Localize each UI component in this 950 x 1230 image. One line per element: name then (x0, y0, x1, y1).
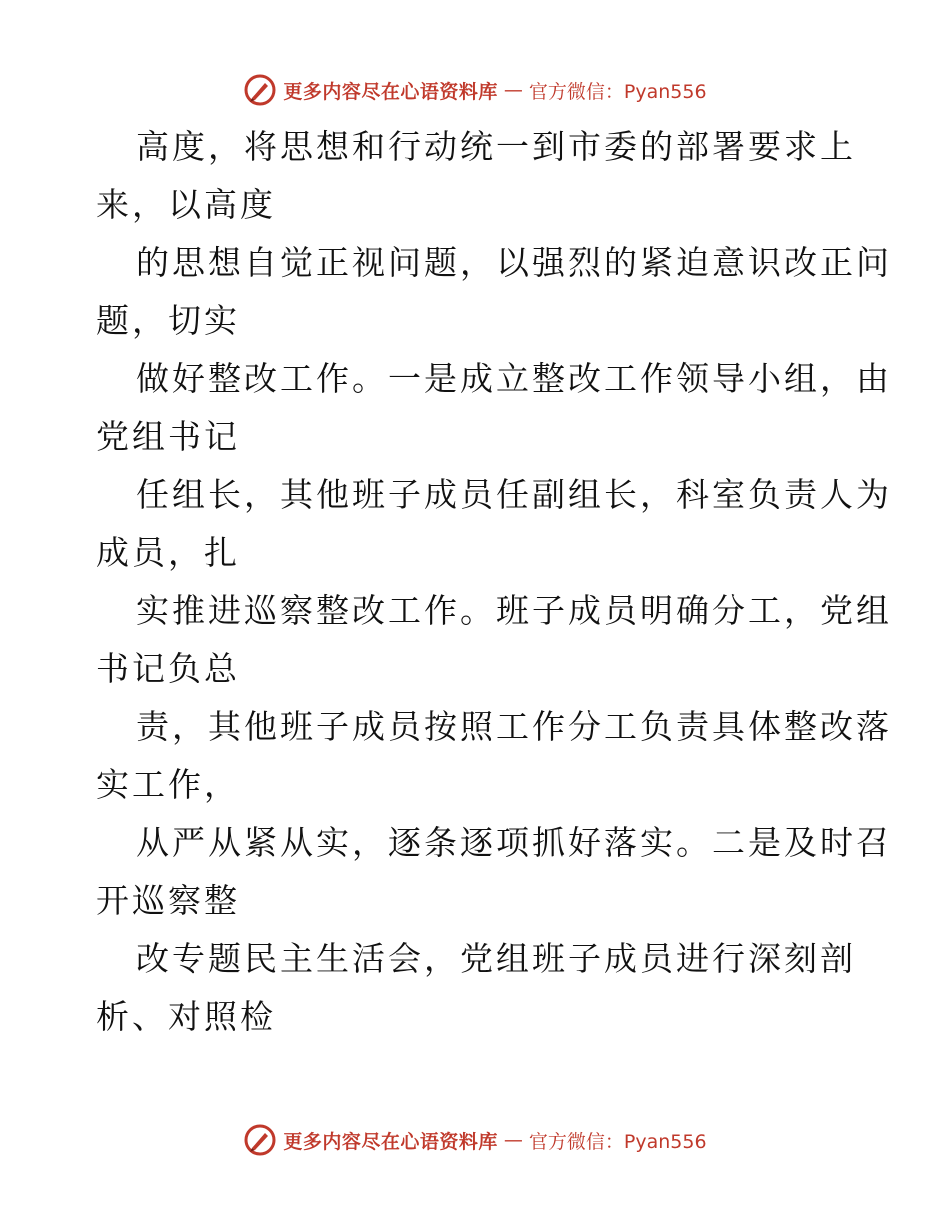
body-line-2: 来，以高度 (96, 185, 276, 224)
header-separator: — (503, 79, 523, 101)
body-line-12: 实工作， (96, 765, 240, 804)
document-body (96, 118, 892, 1046)
body-line-6: 党组书记 (96, 417, 240, 456)
header-brand-text: 更多内容尽在心语资料库 (283, 80, 498, 103)
body-line-4: 题，切实 (96, 301, 240, 340)
header-banner (0, 70, 950, 110)
footer-brand-text: 更多内容尽在心语资料库 (283, 1130, 498, 1153)
body-line-1: 高度，将思想和行动统一到市委的部署要求上 (136, 127, 856, 166)
pen-logo-icon (243, 1123, 277, 1157)
footer-banner (0, 1120, 950, 1160)
body-line-14: 开巡察整 (96, 881, 240, 920)
footer-wechat-text: 官方微信：Pyan556 (528, 1130, 707, 1153)
body-line-5: 做好整改工作。一是成立整改工作领导小组，由 (136, 359, 892, 398)
footer-separator: — (503, 1129, 523, 1151)
header-wechat-text: 官方微信：Pyan556 (528, 80, 707, 103)
body-line-3: 的思想自觉正视问题，以强烈的紧迫意识改正问 (136, 243, 892, 282)
body-line-10: 书记负总 (96, 649, 240, 688)
body-line-7: 任组长，其他班子成员任副组长，科室负责人为 (136, 475, 892, 514)
body-line-13: 从严从紧从实，逐条逐项抓好落实。二是及时召 (136, 823, 892, 862)
body-line-11: 责，其他班子成员按照工作分工负责具体整改落 (136, 707, 892, 746)
body-line-15: 改专题民主生活会，党组班子成员进行深刻剖 (136, 939, 856, 978)
body-line-9: 实推进巡察整改工作。班子成员明确分工，党组 (136, 591, 892, 630)
body-line-16: 析、对照检 (96, 997, 276, 1036)
pen-logo-icon (243, 73, 277, 107)
body-line-8: 成员，扎 (96, 533, 240, 572)
